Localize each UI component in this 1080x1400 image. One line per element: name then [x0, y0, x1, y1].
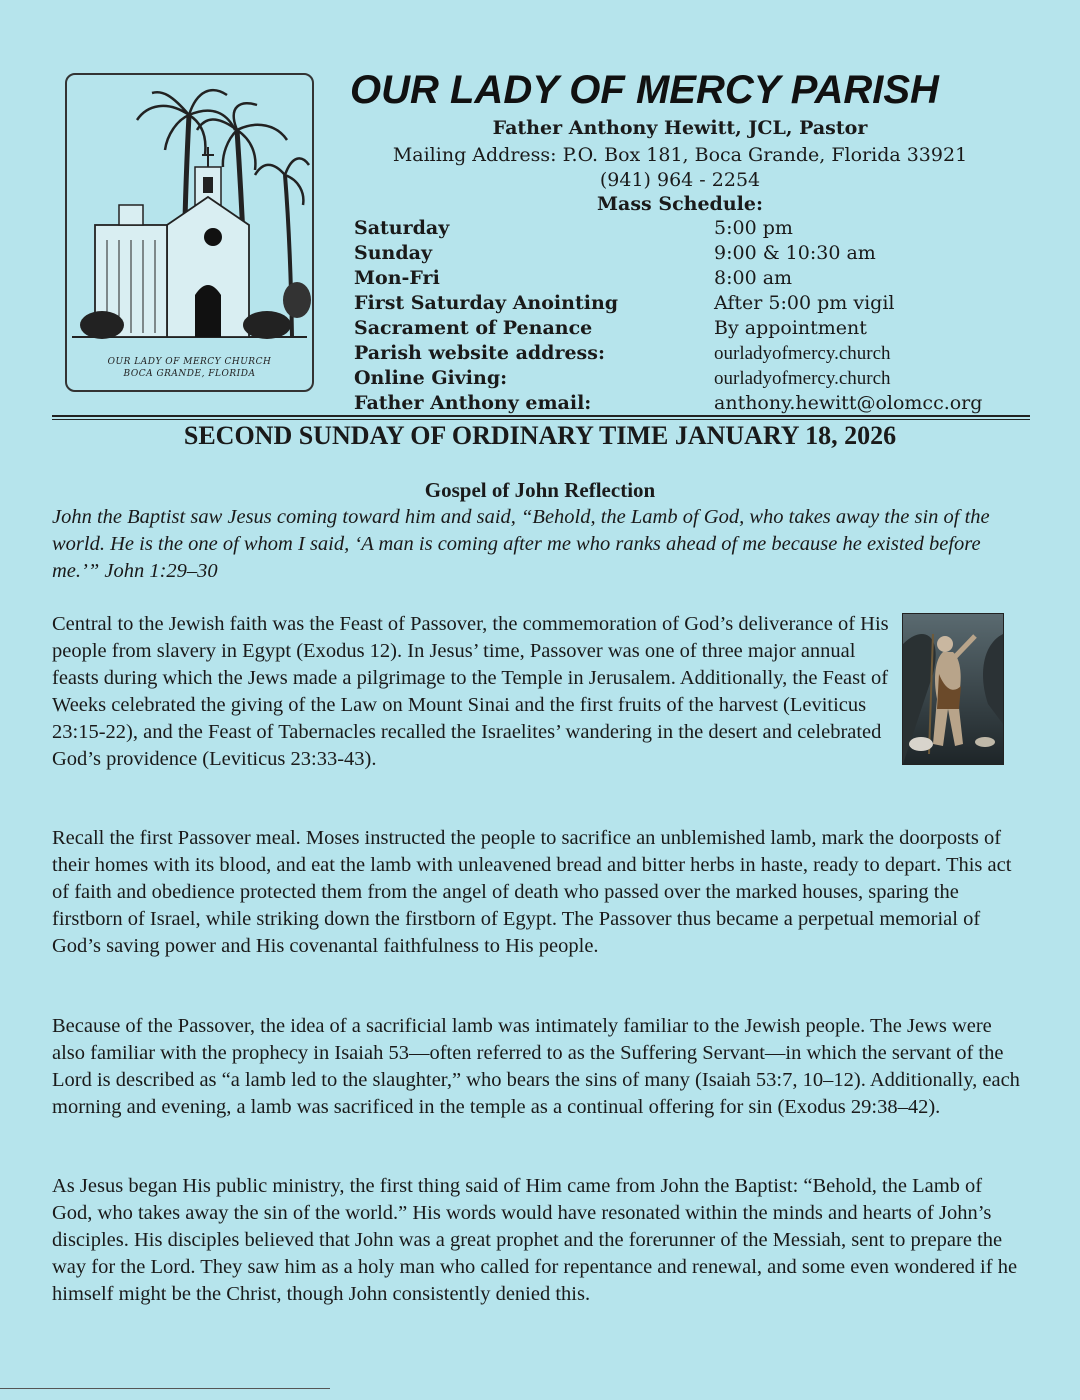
gospel-quote: John the Baptist saw Jesus coming toward him and said, “Behold, the Lamb of God, who takes away the sin of the world. He is the one of whom I said, ‘A man is coming after me who ranks ahead of me because he existed before me.’” John 1:29–30 [52, 506, 990, 582]
schedule-value-anointing: After 5:00 pm vigil [714, 292, 895, 314]
header-divider [52, 415, 1030, 417]
schedule-value-mon-fri: 8:00 am [714, 267, 793, 289]
schedule-label-anointing: First Saturday Anointing [354, 292, 619, 314]
schedule-value-sunday: 9:00 & 10:30 am [714, 242, 876, 264]
schedule-label-penance: Sacrament of Penance [354, 317, 593, 339]
reflection-paragraph-3: Because of the Passover, the idea of a sacrificial lamb was intimately familiar to the Jewish people. The Jews were also familiar with the prophecy in Isaiah 53—often referred to as the Suffering Servant—in which the servant of the Lord is described as “a lamb led to the slaughter,” who bears the sins of many (Isaiah 53:7, 10–12). Additionally, each morning and evening, a lamb was sacrificed in the temple as a continual offering for sin (Exodus 29:38–42). [52, 1015, 1020, 1118]
painting-icon [903, 614, 1003, 764]
logo-caption [67, 356, 312, 380]
logo-caption-line2: BOCA GRANDE, FLORIDA [123, 369, 256, 379]
website-link[interactable]: ourladyofmercy.church [714, 343, 891, 364]
mailing-address: Mailing Address: P.O. Box 181, Boca Grande, Florida 33921 [392, 144, 968, 166]
email-link[interactable]: anthony.hewitt@olomcc.org [714, 392, 983, 414]
phone-number: (941) 964 - 2254 [599, 169, 761, 191]
footer-divider [0, 1388, 330, 1389]
schedule-label-website: Parish website address: [354, 342, 605, 364]
logo-caption-line1: OUR LADY OF MERCY CHURCH [107, 357, 272, 367]
reflection-title: Gospel of John Reflection [424, 478, 656, 502]
schedule-label-email: Father Anthony email: [354, 392, 592, 414]
pastor-name: Father Anthony Hewitt, JCL, Pastor [492, 117, 868, 139]
header-divider-thin [52, 419, 1030, 420]
online-giving-link[interactable]: ourladyofmercy.church [714, 368, 891, 389]
reflection-paragraph-2: Recall the first Passover meal. Moses instructed the people to sacrifice an unblemished lamb, mark the doorposts of their homes with its blood, and eat the lamb with unleavened bread and bitter herbs in haste, ready to depart. This act of faith and obedience protected them from the angel of death who passed over the marked houses, sparing the firstborn of Israel, while striking down the firstborn of Egypt. The Passover thus became a perpetual memorial of God’s saving power and His covenantal faithfulness to His people. [52, 827, 1012, 957]
church-logo [65, 73, 314, 392]
john-baptist-painting [902, 613, 1004, 765]
schedule-value-penance: By appointment [714, 317, 867, 339]
schedule-label-saturday: Saturday [354, 217, 450, 239]
mass-schedule-title: Mass Schedule: [597, 193, 763, 215]
church-drawing-icon [67, 75, 312, 390]
schedule-value-saturday: 5:00 pm [714, 217, 793, 239]
schedule-label-mon-fri: Mon-Fri [354, 267, 440, 289]
parish-name: OUR LADY OF MERCY PARISH [350, 68, 939, 112]
reflection-paragraph-4: As Jesus began His public ministry, the first thing said of Him came from John the Baptist: “Behold, the Lamb of God, who takes away the sin of the world.” His words would have resonated within the minds and hearts of John’s disciples. His disciples believed that John was a great prophet and the forerunner of the Messiah, sent to prepare the way for the Lord. They saw him as a holy man who called for repentance and renewal, and some even wondered if he himself might be the Christ, though John consistently denied this. [52, 1175, 1018, 1305]
headline: SECOND SUNDAY OF ORDINARY TIME JANUARY 18, 2026 [183, 421, 897, 450]
schedule-label-sunday: Sunday [354, 242, 432, 264]
schedule-label-online-giving: Online Giving: [354, 367, 508, 389]
reflection-paragraph-1: Central to the Jewish faith was the Feast of Passover, the commemoration of God’s deliverance of His people from slavery in Egypt (Exodus 12). In Jesus’ time, Passover was one of three major annual feasts during which the Jews made a pilgrimage to the Temple in Jerusalem. Additionally, the Feast of Weeks celebrated the giving of the Law on Mount Sinai and the first fruits of the harvest (Leviticus 23:15-22), and the Feast of Tabernacles recalled the Israelites’ wandering in the desert and celebrated God’s providence (Leviticus 23:33-43). [52, 613, 889, 770]
